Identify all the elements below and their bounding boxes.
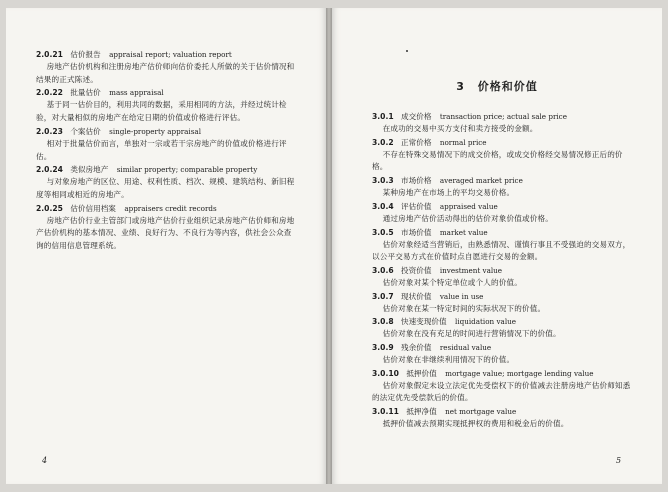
entry-term: 个案估价 bbox=[70, 126, 101, 136]
left-page bbox=[6, 8, 326, 484]
entry-definition: 房地产估价机构和注册房地产估价师向估价委托人所做的关于估价情况和结果的正式陈述。 bbox=[36, 62, 295, 84]
entry-english: appraisal report; valuation report bbox=[109, 50, 232, 59]
entry-english: appraisers credit records bbox=[124, 203, 217, 213]
entry-heading bbox=[372, 264, 634, 277]
entry-heading bbox=[372, 226, 634, 239]
chapter-number: 3 bbox=[456, 80, 465, 93]
entry-english: investment value bbox=[439, 265, 503, 275]
entry-number: 3.0.4 bbox=[372, 201, 394, 211]
entry-term: 抵押净值 bbox=[406, 407, 437, 417]
entry-definition: 在成功的交易中买方支付和卖方接受的金额。 bbox=[382, 124, 538, 133]
entry-definition: 估价对象经适当营销后，由熟悉情况、谨慎行事且不受强迫的交易双方，以公平交易方式在价值时点自愿进行交易的金额。 bbox=[372, 239, 631, 262]
entry-heading bbox=[372, 110, 634, 123]
entry-3-0-4 bbox=[372, 200, 634, 226]
entry-number: 3.0.1 bbox=[372, 112, 394, 121]
entry-term: 抵押价值 bbox=[406, 368, 437, 378]
entry-term: 残余价值 bbox=[401, 343, 432, 353]
entry-term: 估价信用档案 bbox=[70, 203, 116, 213]
entry-number: 2.0.22 bbox=[36, 88, 63, 98]
entry-number: 3.0.5 bbox=[372, 227, 394, 237]
entry-english: single-property appraisal bbox=[109, 126, 201, 136]
right-page-content bbox=[372, 110, 634, 431]
entry-definition: 估价对象在没有充足的时间进行营销情况下的价值。 bbox=[382, 329, 561, 339]
entry-heading bbox=[372, 200, 634, 213]
entry-term: 类似房地产 bbox=[70, 165, 109, 175]
right-page bbox=[332, 8, 662, 484]
entry-definition: 估价对象假定未设立法定优先受偿权下的价值减去注册房地产估价师知悉的法定优先受偿款后的价值。 bbox=[372, 380, 631, 403]
entry-number: 3.0.10 bbox=[372, 368, 399, 378]
entry-definition: 估价对象在某一特定时间的实际状况下的价值。 bbox=[382, 303, 546, 313]
entry-term: 正常价格 bbox=[401, 137, 432, 147]
entry-2-0-21 bbox=[36, 48, 298, 86]
entry-term: 评估价值 bbox=[401, 201, 432, 211]
entry-term: 市场价值 bbox=[401, 227, 432, 237]
entry-english: mass appraisal bbox=[109, 88, 164, 98]
entry-number: 2.0.21 bbox=[36, 50, 63, 59]
entry-number: 3.0.7 bbox=[372, 291, 394, 301]
entry-term: 现状价值 bbox=[401, 291, 432, 301]
entry-3-0-6 bbox=[372, 264, 634, 290]
entry-term: 投资价值 bbox=[401, 265, 432, 275]
entry-2-0-23 bbox=[36, 125, 298, 163]
entry-definition: 相对于批量估价而言，单独对一宗或若干宗房地产的价值或价格进行评估。 bbox=[36, 138, 287, 161]
entry-english: mortgage value; mortgage lending value bbox=[445, 368, 594, 378]
chapter-title bbox=[332, 78, 662, 94]
entry-3-0-11 bbox=[372, 405, 634, 431]
entry-english: value in use bbox=[439, 291, 484, 301]
entry-heading bbox=[36, 163, 298, 176]
entry-definition: 与对象房地产的区位、用途、权利性质、档次、规模、建筑结构、新旧程度等相同或相近的房地产。 bbox=[36, 177, 295, 199]
entry-definition: 基于同一估价目的，利用共同的数据，采用相同的方法，并经过统计检验，对大量相似的房地产在给定日期的价值或价格进行评估。 bbox=[36, 100, 287, 123]
entry-2-0-25 bbox=[36, 202, 298, 253]
entry-heading bbox=[372, 405, 634, 418]
entry-english: liquidation value bbox=[455, 317, 516, 327]
entry-definition: 通过房地产估价活动得出的估价对象价值或价格。 bbox=[382, 213, 553, 223]
entry-english: market value bbox=[439, 227, 488, 237]
entry-number: 3.0.3 bbox=[372, 176, 394, 186]
entry-number: 3.0.8 bbox=[372, 317, 394, 327]
entry-heading bbox=[36, 125, 298, 138]
page-number: 4 bbox=[42, 456, 48, 465]
entry-english: transaction price; actual sale price bbox=[439, 112, 567, 121]
entry-definition: 抵押价值减去预期实现抵押权的费用和税金后的价值。 bbox=[382, 419, 569, 429]
entry-heading bbox=[372, 315, 634, 328]
entry-3-0-10 bbox=[372, 367, 634, 405]
entry-3-0-2 bbox=[372, 136, 634, 174]
chapter-name: 价格和价值 bbox=[477, 80, 538, 93]
entry-number: 3.0.2 bbox=[372, 137, 394, 147]
entry-definition: 某种房地产在市场上的平均交易价格。 bbox=[382, 188, 515, 198]
entry-definition: 房地产估价行业主管部门或房地产估价行业组织记录房地产估价师和房地产估价机构的基本情况、业绩、良好行为、不良行为等内容，供社会公众查询的信用信息管理系统。 bbox=[36, 215, 295, 251]
entry-number: 3.0.6 bbox=[372, 265, 394, 275]
entry-number: 2.0.25 bbox=[36, 203, 63, 213]
entry-english: appraised value bbox=[439, 201, 498, 211]
entry-2-0-24 bbox=[36, 163, 298, 201]
entry-heading bbox=[36, 48, 298, 61]
entry-heading bbox=[372, 136, 634, 149]
entry-heading bbox=[372, 367, 634, 380]
entry-3-0-3 bbox=[372, 174, 634, 200]
entry-3-0-1 bbox=[372, 110, 634, 136]
entry-heading bbox=[372, 341, 634, 354]
entry-number: 3.0.11 bbox=[372, 407, 399, 417]
entry-definition: 不存在特殊交易情况下的成交价格，或成交价格经交易情况修正后的价格。 bbox=[372, 149, 623, 172]
entry-heading bbox=[36, 202, 298, 215]
entry-english: residual value bbox=[439, 343, 492, 353]
entry-term: 估价报告 bbox=[70, 50, 101, 59]
entry-3-0-7 bbox=[372, 290, 634, 316]
entry-heading bbox=[36, 86, 298, 99]
entry-3-0-8 bbox=[372, 315, 634, 341]
entry-number: 3.0.9 bbox=[372, 343, 394, 353]
entry-term: 成交价格 bbox=[401, 112, 432, 121]
page-number: 5 bbox=[616, 456, 622, 465]
entry-heading bbox=[372, 290, 634, 303]
entry-english: averaged market price bbox=[439, 176, 523, 186]
entry-3-0-5 bbox=[372, 226, 634, 264]
entry-number: 2.0.24 bbox=[36, 165, 63, 175]
print-speck bbox=[406, 50, 408, 52]
entry-english: similar property; comparable property bbox=[116, 165, 258, 175]
entry-number: 2.0.23 bbox=[36, 126, 63, 136]
entry-3-0-9 bbox=[372, 341, 634, 367]
entry-english: net mortgage value bbox=[445, 407, 517, 417]
entry-term: 批量估价 bbox=[70, 88, 101, 98]
left-page-content bbox=[36, 48, 298, 253]
entry-term: 市场价格 bbox=[401, 176, 432, 186]
entry-heading bbox=[372, 174, 634, 187]
entry-english: normal price bbox=[439, 137, 487, 147]
entry-definition: 估价对象在非继续利用情况下的价值。 bbox=[382, 355, 515, 365]
entry-term: 快速变现价值 bbox=[401, 317, 447, 327]
entry-definition: 估价对象对某个特定单位或个人的价值。 bbox=[382, 277, 523, 287]
entry-2-0-22 bbox=[36, 86, 298, 124]
